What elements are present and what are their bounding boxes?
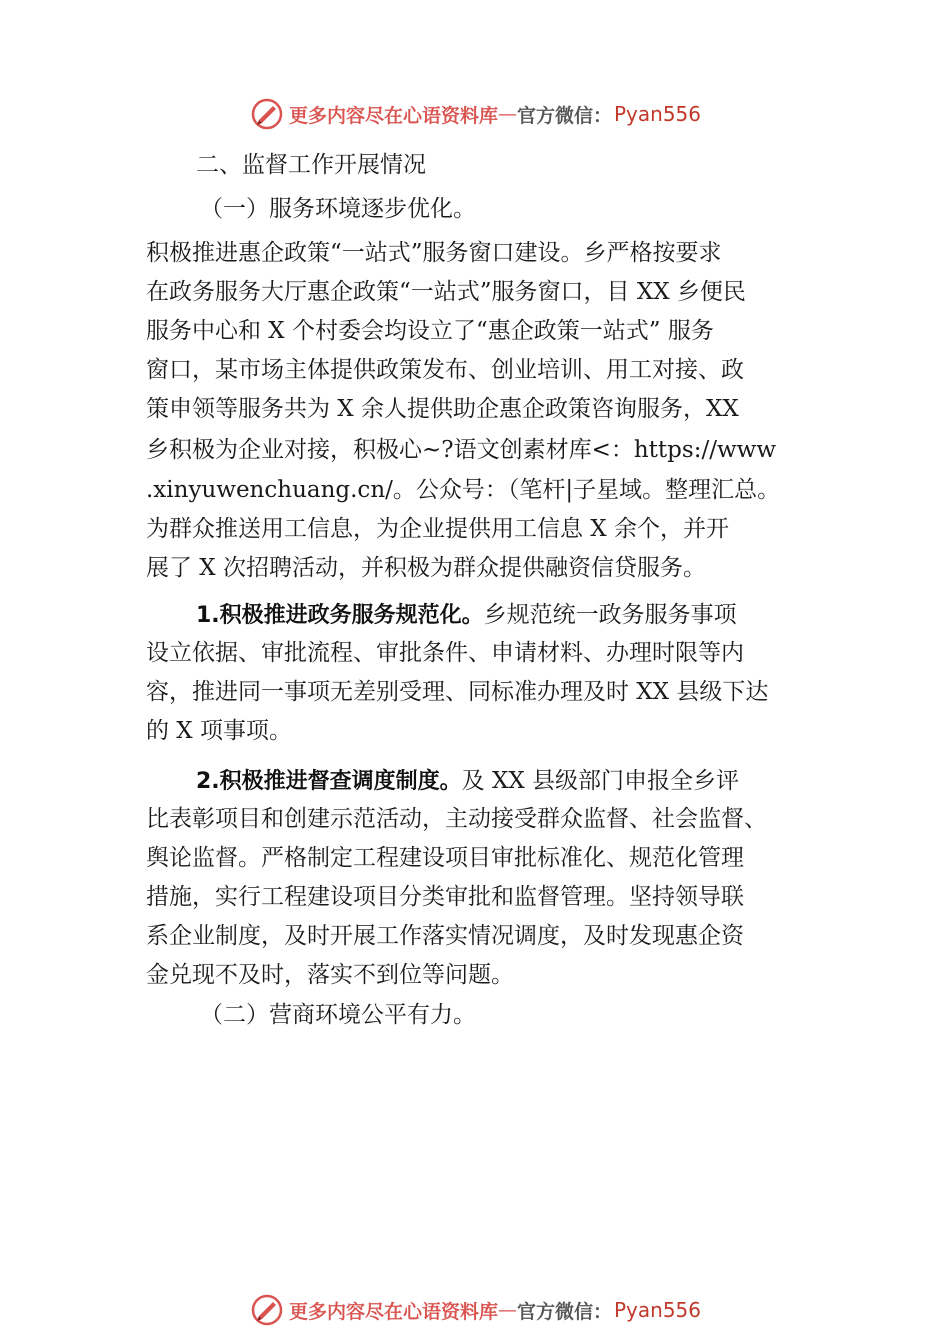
footer-watermark bbox=[0, 1290, 950, 1330]
paragraph-line: 比表彰项目和创建示范活动，主动接受群众监督、社会监督、 bbox=[146, 806, 767, 832]
watermark-dash: — bbox=[497, 1299, 517, 1321]
item-2-first-line bbox=[196, 766, 876, 797]
paragraph-line: 设立依据、审批流程、审批条件、申请材料、办理时限等内 bbox=[146, 640, 744, 666]
watermark-label: 官方微信： bbox=[516, 1300, 612, 1323]
paragraph-line: 乡积极为企业对接，积极心~?语文创素材库<：https://www bbox=[146, 437, 777, 463]
paragraph-line: 窗口，某市场主体提供政策发布、创业培训、用工对接、政 bbox=[146, 357, 744, 383]
paragraph-line: 舆论监督。严格制定工程建设项目审批标准化、规范化管理 bbox=[146, 845, 744, 871]
item-1-heading: 1.积极推进政务服务规范化。 bbox=[196, 603, 484, 628]
watermark-dash: — bbox=[497, 103, 517, 125]
paragraph-line: 服务中心和 X 个村委会均设立了“惠企政策一站式” 服务 bbox=[146, 318, 714, 344]
paragraph-line: 积极推进惠企政策“一站式”服务窗口建设。乡严格按要求 bbox=[146, 240, 722, 266]
item-1-first-line bbox=[196, 600, 876, 631]
subsection-heading-1: （一）服务环境逐步优化。 bbox=[200, 196, 476, 222]
watermark-brand: 更多内容尽在心语资料库 bbox=[288, 1300, 498, 1323]
item-2-text: 及 XX 县级部门申报全乡评 bbox=[461, 768, 740, 794]
paragraph-line: 金兑现不及时，落实不到位等问题。 bbox=[146, 962, 514, 988]
paragraph-line: 措施，实行工程建设项目分类审批和监督管理。坚持领导联 bbox=[146, 884, 744, 910]
section-heading: 二、监督工作开展情况 bbox=[196, 152, 426, 178]
paragraph-line: 展了 X 次招聘活动，并积极为群众提供融资信贷服务。 bbox=[146, 555, 706, 581]
paragraph-line: 为群众推送用工信息，为企业提供用工信息 X 余个，并开 bbox=[146, 516, 729, 542]
watermark-wechat-id: Pyan556 bbox=[614, 102, 702, 126]
paragraph-line: 策申领等服务共为 X 余人提供助企惠企政策咨询服务，XX bbox=[146, 396, 739, 422]
watermark-brand: 更多内容尽在心语资料库 bbox=[288, 104, 498, 127]
header-watermark bbox=[0, 94, 950, 134]
paragraph-line: 的 X 项事项。 bbox=[146, 718, 292, 744]
subsection-heading-2: （二）营商环境公平有力。 bbox=[200, 1002, 476, 1028]
paragraph-line: .xinyuwenchuang.cn/。公众号：（笔杆|子星域。整理汇总。 bbox=[146, 477, 781, 503]
pen-logo-icon bbox=[249, 96, 285, 132]
watermark-label: 官方微信： bbox=[516, 104, 612, 127]
item-2-heading: 2.积极推进督查调度制度。 bbox=[196, 769, 462, 794]
pen-logo-icon bbox=[249, 1292, 285, 1328]
paragraph-line: 系企业制度，及时开展工作落实情况调度，及时发现惠企资 bbox=[146, 923, 744, 949]
paragraph-line: 在政务服务大厅惠企政策“一站式”服务窗口，目 XX 乡便民 bbox=[146, 279, 746, 305]
paragraph-line: 容，推进同一事项无差别受理、同标准办理及时 XX 县级下达 bbox=[146, 679, 769, 705]
watermark-wechat-id: Pyan556 bbox=[614, 1298, 702, 1322]
item-1-text: 乡规范统一政务服务事项 bbox=[483, 602, 737, 628]
